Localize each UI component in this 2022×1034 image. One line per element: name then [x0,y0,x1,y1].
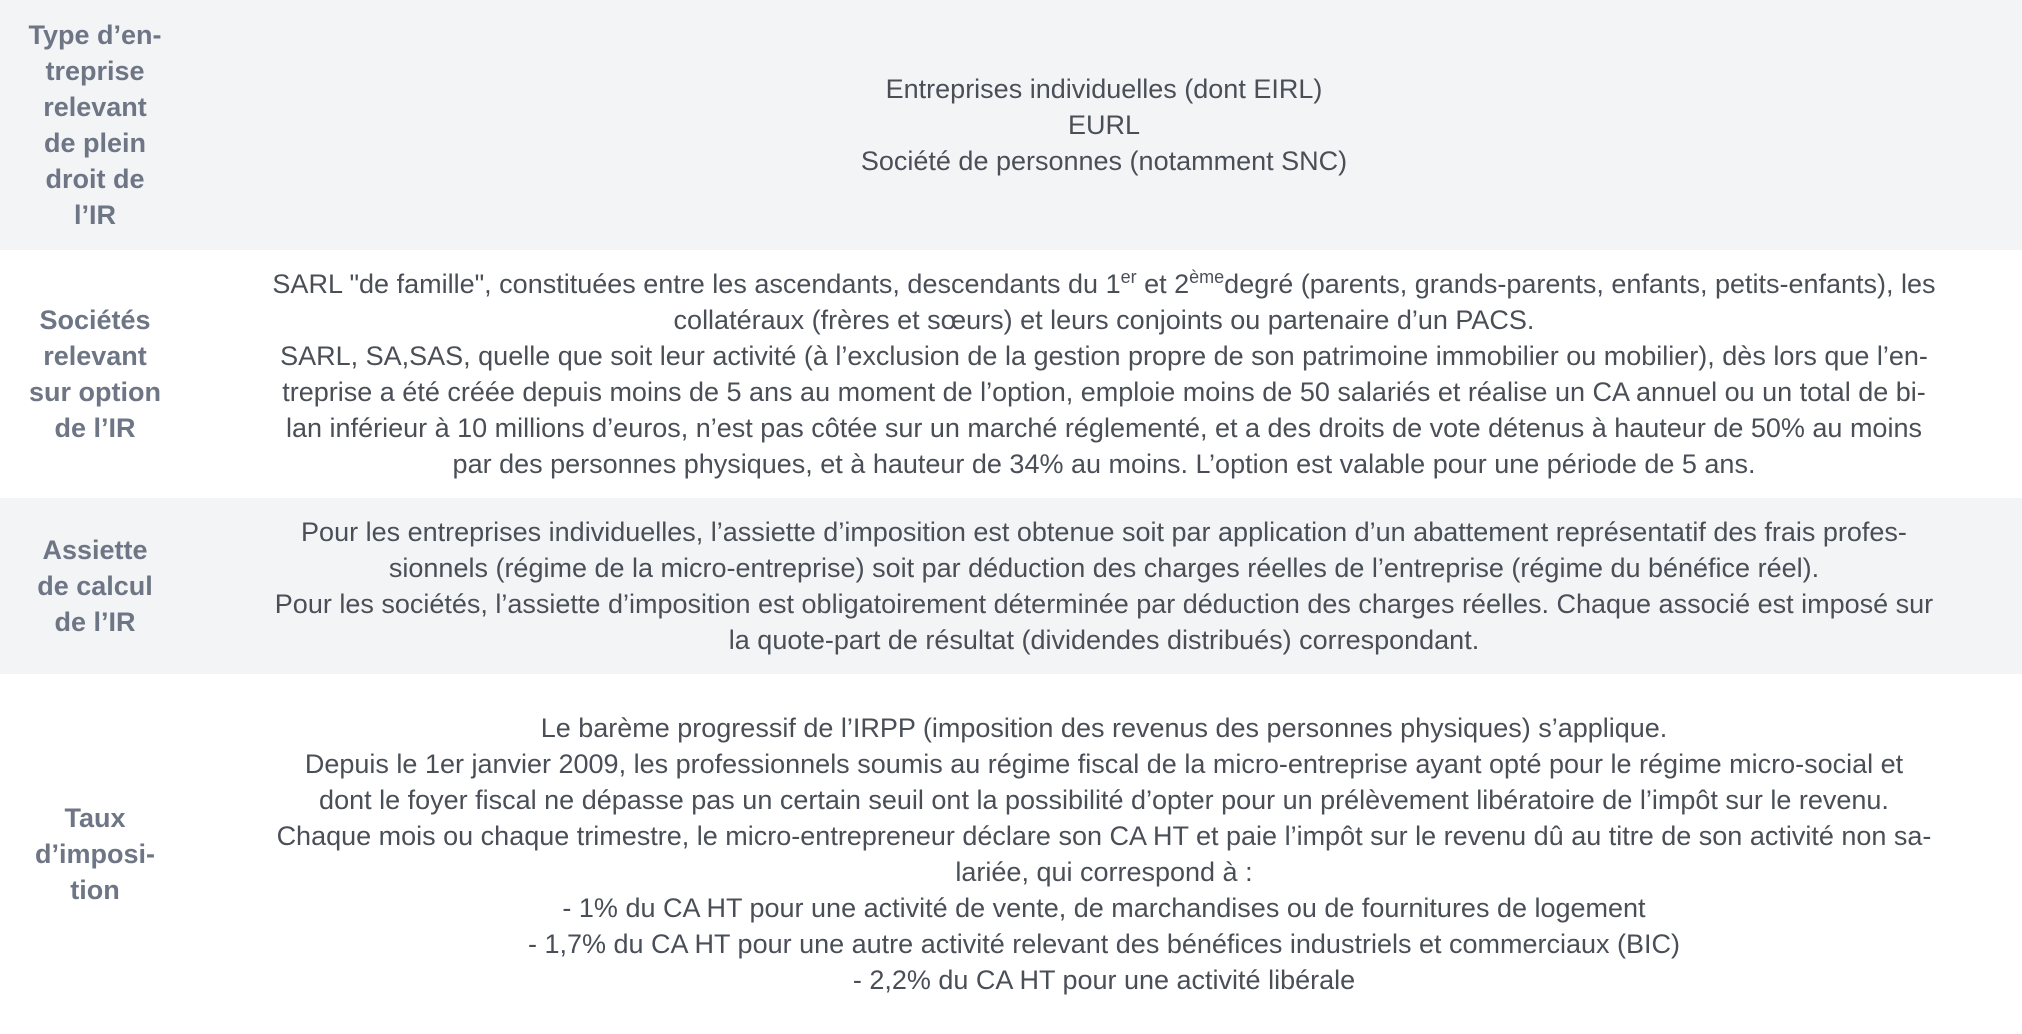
row-header [0,250,190,498]
content-line: Pour les entreprises individuelles, l’assiette d’imposition est obtenue soit par application d’un abattement représentatif des frais profes- [301,517,1907,547]
row-header-line: relevant [43,92,147,122]
content-line: Le barème progressif de l’IRPP (imposition des revenus des personnes physiques) s’applique. [540,713,1668,743]
row-header-line: l’IR [73,200,116,230]
row-header-line: de l’IR [54,607,136,637]
content-line: Entreprises individuelles (dont EIRL) [885,74,1323,104]
content-line: Chaque mois ou chaque trimestre, le micro-entrepreneur déclare son CA HT et paie l’impôt sur le revenu dû au titre de son activité non sa- [276,821,1932,851]
row-content [190,250,2022,498]
row-header-line: d’imposi- [35,839,155,869]
content-line [272,266,1935,302]
content-line: SARL, SA,SAS, quelle que soit leur activité (à l’exclusion de la gestion propre de son patrimoine immobilier ou mobilier), dès lors que l’en- [280,341,1928,371]
row-header [0,674,190,1034]
row-header-line: droit de [45,164,145,194]
content-line: lan inférieur à 10 millions d’euros, n’est pas côtée sur un marché réglementé, et a des droits de vote détenus à hauteur de 50% au moins [286,413,1922,443]
row-header-line: relevant [43,341,147,371]
row-content [190,674,2022,1034]
content-text: degré (parents, grands-parents, enfants, petits-enfants), les [1224,269,1936,299]
table-row [0,250,2022,498]
content-line: Depuis le 1er janvier 2009, les professionnels soumis au régime fiscal de la micro-entreprise ayant opté pour le régime micro-social et [304,749,1904,779]
row-content [190,0,2022,250]
content-line: Société de personnes (notamment SNC) [860,146,1348,176]
superscript: er [1120,267,1137,287]
row-header-line: de calcul [37,571,153,601]
row-header-line: de plein [43,128,146,158]
content-line: collatéraux (frères et sœurs) et leurs conjoints ou partenaire d’un PACS. [673,305,1535,335]
row-header-line: Type d’en- [28,20,162,50]
content-line: - 1% du CA HT pour une activité de vente, de marchandises ou de fournitures de logement [562,893,1646,923]
row-header-line: de l’IR [54,413,136,443]
row-header [0,0,190,250]
content-line: - 2,2% du CA HT pour une activité libérale [852,965,1356,995]
content-line: Pour les sociétés, l’assiette d’imposition est obligatoirement déterminée par déduction des charges réelles. Chaque associé est imposé sur [274,589,1934,619]
content-text: et 2 [1136,269,1190,299]
superscript: ème [1189,267,1225,287]
row-header [0,498,190,674]
content-line: dont le foyer fiscal ne dépasse pas un certain seuil ont la possibilité d’opter pour un prélèvement libératoire de l’impôt sur le revenu. [319,785,1889,815]
content-line: EURL [1067,110,1141,140]
content-line: treprise a été créée depuis moins de 5 ans au moment de l’option, emploie moins de 50 salariés et réalise un CA annuel ou un total de bi- [282,377,1926,407]
content-line: - 1,7% du CA HT pour une autre activité relevant des bénéfices industriels et commerciaux (BIC) [527,929,1681,959]
content-line: la quote-part de résultat (dividendes distribués) correspondant. [728,625,1480,655]
table-row [0,674,2022,1034]
row-header-line: treprise [45,56,145,86]
row-header-line: Taux [64,803,126,833]
content-text: SARL "de famille", constituées entre les ascendants, descendants du 1 [272,269,1121,299]
table-row [0,498,2022,674]
row-header-line: tion [70,875,120,905]
row-content [190,498,2022,674]
content-line: lariée, qui correspond à : [955,857,1253,887]
row-header-line: Assiette [42,535,148,565]
table-row [0,0,2022,250]
content-line: par des personnes physiques, et à hauteur de 34% au moins. L’option est valable pour une période de 5 ans. [452,449,1756,479]
content-line: sionnels (régime de la micro-entreprise) soit par déduction des charges réelles de l’entreprise (régime du bénéfice réel). [388,553,1820,583]
row-header-line: Sociétés [39,305,151,335]
row-header-line: sur option [29,377,161,407]
